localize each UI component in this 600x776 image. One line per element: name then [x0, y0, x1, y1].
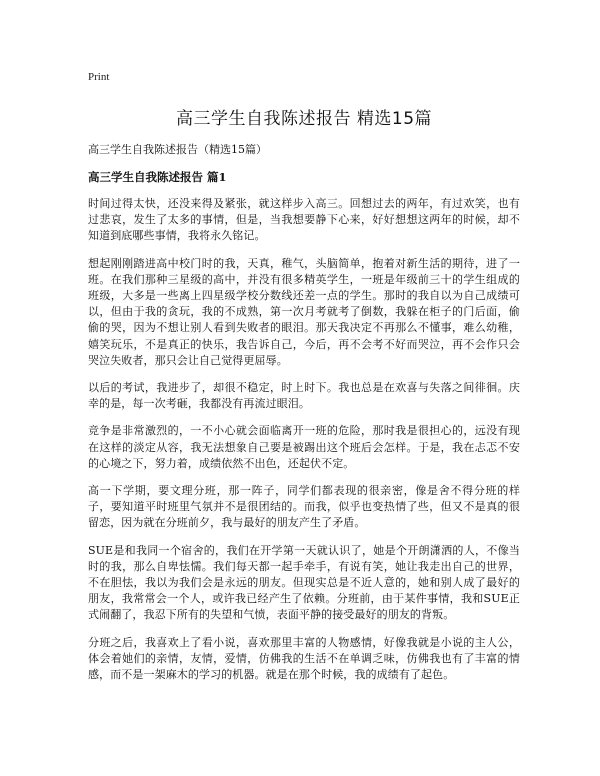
paragraph: 想起刚刚踏进高中校门时的我，天真，稚气，头脑简单，抱着对新生活的期待，进了一班。在我们那种三星级的高中，并没有很多精英学生，一班是年级前三十的学生组成的班级，大多是一些离上四星级学校分数线还差一点的学生。那时的我自以为自己成绩可以，但由于我的贪玩，我的不成熟，第一次月考就考了倒数，我躲在柜子的门后面，偷偷的哭，因为不想让别人看到失败者的眼泪。那天我决定不再那么不懂事，难么幼稚，嬉笑玩乐，不是真正的快乐，我告诉自己，今后，再不会考不好而哭泣，再不会作只会哭泣失败者，那只会让自己觉得更屈辱。	[88, 256, 520, 367]
paragraph: 竞争是非常激烈的，一不小心就会面临离开一班的危险，那时我是很担心的，远没有现在这样的淡定从容，我无法想象自己要是被踢出这个班后会怎样。于是，我在忐忑不安的心境之下，努力着，成绩依然不出色，还起伏不定。	[88, 424, 520, 470]
document-subtitle: 高三学生自我陈述报告（精选15篇）	[88, 143, 267, 156]
article-body	[88, 196, 520, 683]
paragraph: 时间过得太快，还没来得及紧张，就这样步入高三。回想过去的两年，有过欢笑，也有过悲哀，发生了太多的事情，但是，当我想要静下心来，好好想想这两年的时候，却不知道到底哪些事情，我将永久铭记。	[88, 197, 520, 243]
page-title: 高三学生自我陈述报告 精选15篇	[175, 109, 433, 129]
print-link[interactable]: Print	[88, 71, 110, 83]
paragraph: SUE是和我同一个宿舍的，我们在开学第一天就认识了，她是个开朗潇洒的人，不像当时的我，那么自卑怯懦。我们每天都一起手牵手，有说有笑，她让我走出自己的世界，不在胆怯，我以为我们会是永远的朋友。但现实总是不近人意的，她和别人成了最好的朋友，我常常会一个人，或许我已经产生了依赖。分班前，由于某件事情，我和SUE正式闹翻了，我忍下所有的失望和气愤，表面平静的接受最好的朋友的背叛。	[88, 543, 520, 622]
paragraph: 分班之后，我喜欢上了看小说，喜欢那里丰富的人物感情，好像我就是小说的主人公，体会着她们的亲情，友情，爱情，仿佛我的生活不在单调乏味，仿佛我也有了丰富的情感，而不是一架麻木的学习的机器。就是在那个时候，我的成绩有了起色。	[88, 635, 520, 682]
section-heading: 高三学生自我陈述报告 篇1	[88, 170, 227, 184]
paragraph: 以后的考试，我进步了，却很不稳定，时上时下。我也总是在欢喜与失落之间徘徊。庆幸的是，每一次考砸，我都没有再流过眼泪。	[88, 381, 520, 411]
paragraph: 高一下学期，要文理分班，那一阵子，同学们都表现的很亲密，像是舍不得分班的样子，要知道平时班里气氛并不是很团结的。而我，似乎也变热情了些，但又不是真的很留恋，因为就在分班前夕，我与最好的朋友产生了矛盾。	[88, 484, 520, 530]
document-page	[88, 70, 520, 694]
